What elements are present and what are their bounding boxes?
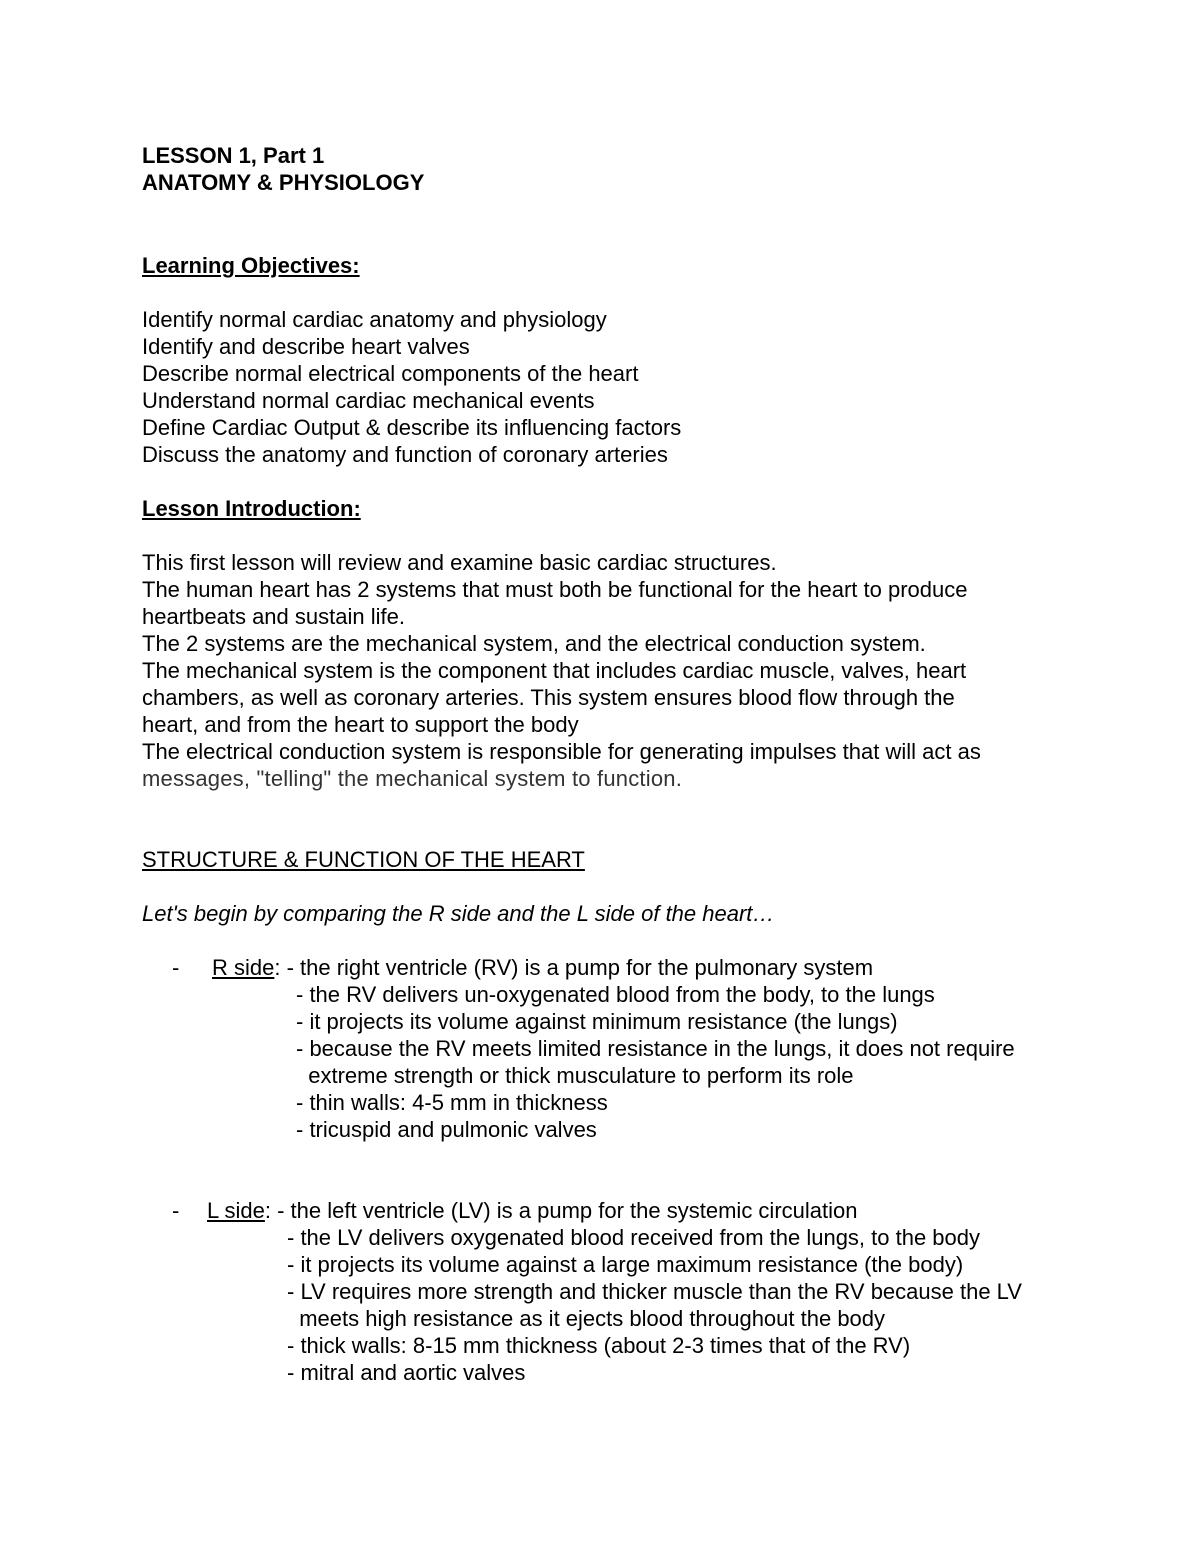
objective-item: Discuss the anatomy and function of coronary arteries (142, 442, 668, 467)
intro-line: heartbeats and sustain life. (142, 604, 405, 629)
intro-line: The human heart has 2 systems that must both be functional for the heart to produce (142, 577, 968, 602)
objective-item: Define Cardiac Output & describe its influencing factors (142, 415, 682, 440)
intro-line: This first lesson will review and examine basic cardiac structures. (142, 550, 777, 575)
lesson-title: LESSON 1, Part 1 (142, 143, 325, 168)
right-side-point: - tricuspid and pulmonic valves (296, 1117, 597, 1142)
right-side-item (212, 954, 873, 981)
left-side-bullet: - (172, 1198, 180, 1223)
intro-line: The mechanical system is the component that includes cardiac muscle, valves, heart (142, 658, 967, 683)
intro-line: chambers, as well as coronary arteries. This system ensures blood flow through the (142, 685, 955, 710)
left-side-point: - it projects its volume against a large maximum resistance (the body) (287, 1252, 964, 1277)
subject-title: ANATOMY & PHYSIOLOGY (142, 170, 425, 195)
right-side-first-point: : - the right ventricle (RV) is a pump for the pulmonary system (274, 955, 874, 980)
right-side-point: - thin walls: 4-5 mm in thickness (296, 1090, 608, 1115)
objective-item: Describe normal electrical components of the heart (142, 361, 639, 386)
left-side-first-point: : - the left ventricle (LV) is a pump for the systemic circulation (264, 1198, 858, 1223)
intro-line: messages, "telling" the mechanical system to function. (142, 766, 683, 791)
right-side-label: R side (212, 955, 275, 980)
intro-line: The electrical conduction system is responsible for generating impulses that will act as (142, 739, 981, 764)
objective-item: Identify normal cardiac anatomy and physiology (142, 307, 607, 332)
right-side-point: - because the RV meets limited resistance in the lungs, it does not require (296, 1036, 1015, 1061)
left-side-point: meets high resistance as it ejects blood throughout the body (287, 1306, 886, 1331)
left-side-item (207, 1197, 857, 1224)
objective-item: Identify and describe heart valves (142, 334, 470, 359)
intro-line: heart, and from the heart to support the body (142, 712, 579, 737)
structure-lead: Let's begin by comparing the R side and the L side of the heart… (142, 901, 775, 926)
right-side-point: extreme strength or thick musculature to perform its role (296, 1063, 854, 1088)
left-side-point: - the LV delivers oxygenated blood received from the lungs, to the body (287, 1225, 981, 1250)
structure-heading: STRUCTURE & FUNCTION OF THE HEART (142, 847, 585, 872)
intro-heading: Lesson Introduction: (142, 496, 361, 521)
left-side-point: - mitral and aortic valves (287, 1360, 526, 1385)
intro-line: The 2 systems are the mechanical system, and the electrical conduction system. (142, 631, 926, 656)
right-side-point: - the RV delivers un-oxygenated blood from the body, to the lungs (296, 982, 935, 1007)
left-side-point: - LV requires more strength and thicker muscle than the RV because the LV (287, 1279, 1022, 1304)
left-side-point: - thick walls: 8-15 mm thickness (about 2-3 times that of the RV) (287, 1333, 911, 1358)
left-side-label: L side (207, 1198, 265, 1223)
right-side-point: - it projects its volume against minimum resistance (the lungs) (296, 1009, 898, 1034)
objectives-heading: Learning Objectives: (142, 253, 360, 278)
right-side-bullet: - (172, 955, 180, 980)
objective-item: Understand normal cardiac mechanical events (142, 388, 595, 413)
